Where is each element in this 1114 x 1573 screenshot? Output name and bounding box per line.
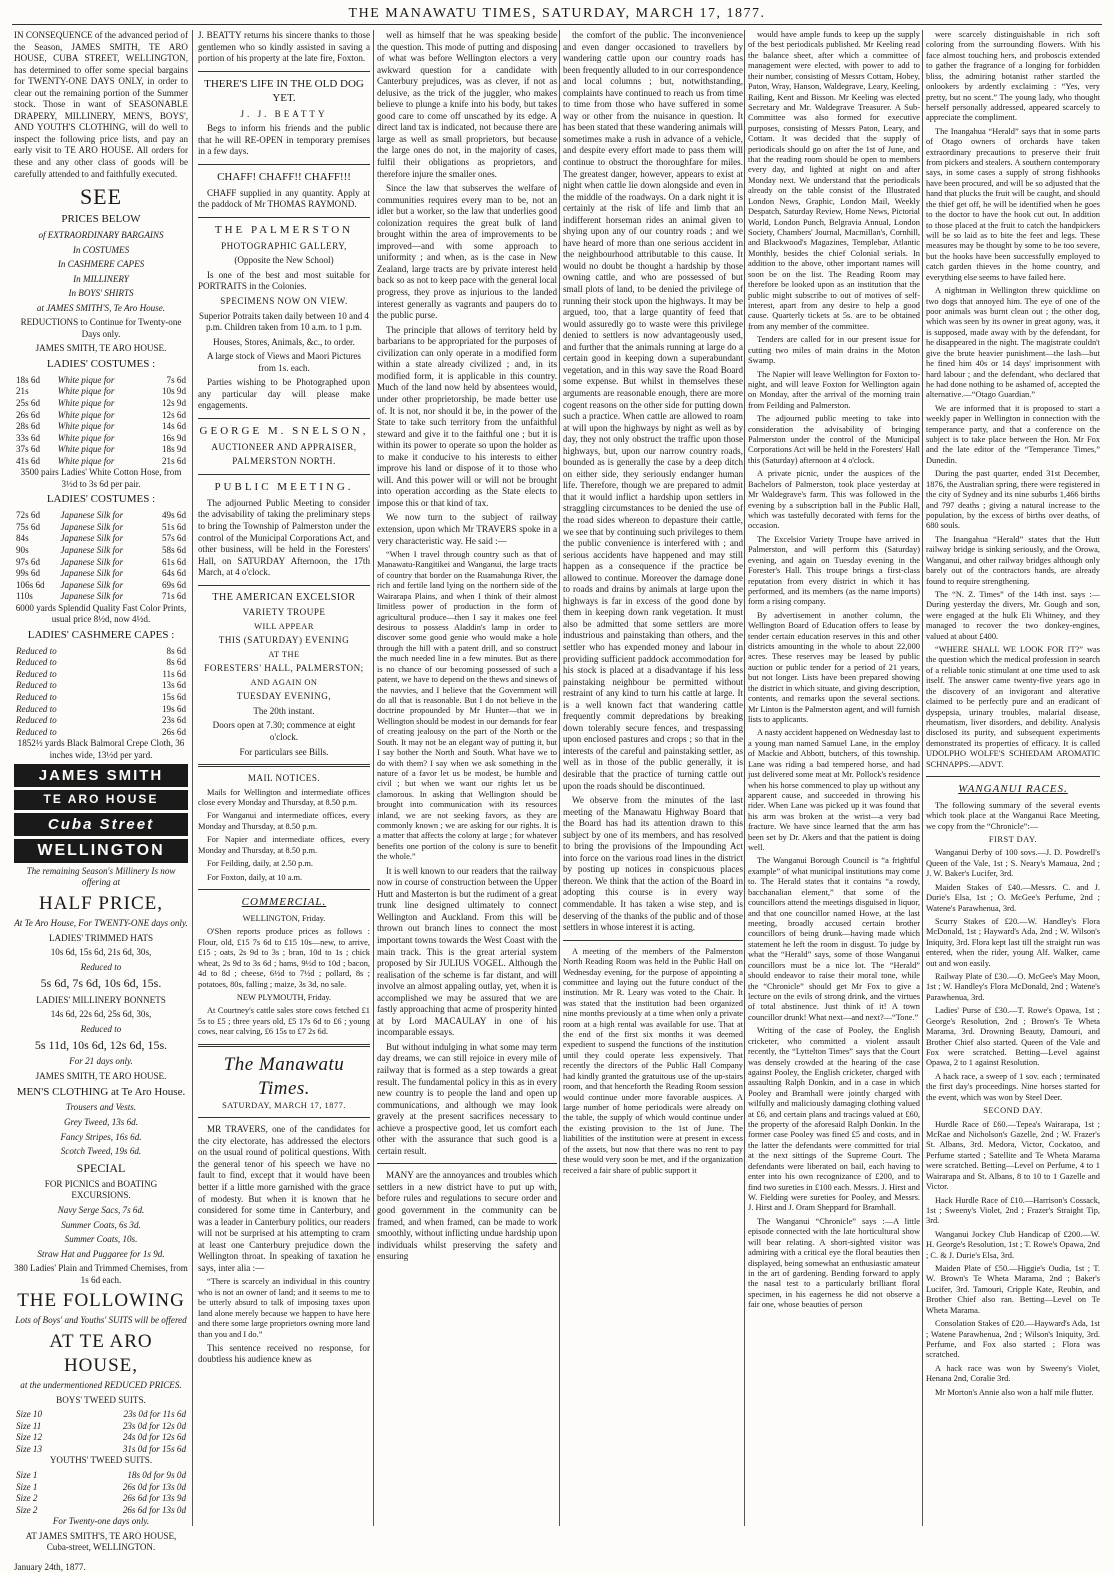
table-row: 72s 6d Japanese Silk for 49s 6d bbox=[16, 510, 186, 521]
picnic-item: Straw Hat and Puggaree for 1s 9d. bbox=[37, 1248, 165, 1259]
race-result: Wanganui Jockey Club Handicap of £200.—W. H. George's Resolution, 1st ; T. Rowe's Opawa, 2nd ; C. & J. Durie's Elsa, 3rd. bbox=[926, 1229, 1100, 1260]
meeting-text: The adjourned Public Meeting to consider the advisability of taking the preliminary steps to bring the Township of Palmerston under the control of the Municipal Corporations Act, and other business, will be held in the Foresters' Hall, on SATURDAY Afternoon, the 17th March, at 4 o'clock. bbox=[198, 497, 370, 578]
troupe-line: THIS (SATURDAY) EVENING bbox=[218, 635, 350, 646]
table-row: Reduced to 8s 6d bbox=[16, 645, 186, 656]
local-news-paragraph: The Wanganui “Chronicle” says :—A little episode connected with the late horticultural show will bear relating. A short-sighted visitor was admiring with a critical eye the floral beauties then displayed, being somewhat an enthusiastic amateur in the art of gardening. Bending forward to apply the nasal test to a particularly brilliant floral specimen, in his eagerness he did not observe a fair one, whose beauties of person bbox=[748, 1216, 920, 1310]
editorial-paragraph: We now turn to the subject of railway extension, upon which Mr TRAVERS spoke in a very characteristic way. He said :— bbox=[377, 512, 557, 546]
mail-item: For Feilding, daily, at 2.50 p.m. bbox=[207, 859, 313, 869]
race-result: Wanganui Derby of 100 sovs.—J. D. Powdrell's Queen of the Vale, 1st ; S. Neary's Mamaua, 2nd ; J. W. Baker's Lucifer, 3rd. bbox=[926, 848, 1100, 879]
chemises-offer: 380 Ladies' Plain and Trimmed Chemises, from 1s 6d each. bbox=[14, 1263, 188, 1285]
youths-price-table bbox=[14, 1470, 188, 1516]
race-result: Mr Morton's Annie also won a half mile flutter. bbox=[935, 1387, 1094, 1397]
bonnets-prices: 14s 6d, 22s 6d, 25s 6d, 30s, bbox=[50, 1009, 152, 1020]
banner-james-smith: JAMES SMITH bbox=[14, 764, 188, 787]
hose-offer: 3500 pairs Ladies' White Cotton Hose, from 3½d to 3s 6d per pair. bbox=[20, 467, 182, 489]
photo-text: A large stock of Views and Maori Pictures from 1s. each. bbox=[207, 351, 361, 373]
picnic-item: Navy Serge Sacs, 7s 6d. bbox=[57, 1204, 145, 1215]
table-row: Size 12 24s 0d for 12s 6d bbox=[16, 1432, 186, 1443]
race-result: Scurry Stakes of £20.—W. Handley's Flora McDonald, 1st ; Hayward's Ada, 2nd ; W. Wilson's Iniquity, 3rd. Flora kept last till the straight run was entered, when the rider, young Alf. Walker, came out and won easily. bbox=[926, 916, 1100, 968]
ad-date: January 24th, 1877. bbox=[14, 1561, 86, 1572]
masthead: THE MANAWATU TIMES, SATURDAY, MARCH 17, 1877. bbox=[348, 6, 766, 21]
race-result: A hack race was won by Sweeny's Violet, Henana 2nd, Coralie 3rd. bbox=[926, 1363, 1100, 1384]
troupe-line: AND AGAIN ON bbox=[250, 677, 318, 687]
column-rule bbox=[373, 30, 374, 1526]
prices-below: PRICES BELOW bbox=[61, 213, 141, 226]
news-paragraph: During the past quarter, ended 31st December, 1876, the Australian spring, there were registered in the city of Sydney and its nine suburbs 1,466 births and 797 deaths ; giving a natural increase to the population, by the excess of births over deaths, of 680 souls. bbox=[926, 469, 1100, 531]
table-row: Size 1 18s 0d for 9s 0d bbox=[16, 1470, 186, 1481]
table-row: 110s Japanese Silk for 71s 6d bbox=[16, 591, 186, 602]
table-row: 28s 6d White pique for 14s 6d bbox=[16, 421, 186, 432]
troupe-line: For particulars see Bills. bbox=[239, 746, 329, 757]
column-rule bbox=[559, 30, 560, 1526]
prints-offer: 6000 yards Splendid Quality Fast Color Prints, usual price 8½d, now 4½d. bbox=[15, 602, 187, 625]
special-heading: SPECIAL bbox=[76, 1160, 126, 1175]
divider bbox=[563, 940, 743, 941]
dateline: NEW PLYMOUTH, Friday. bbox=[236, 992, 332, 1002]
millinery-note: The remaining Season's Millinery Is now offering at bbox=[26, 865, 176, 888]
troupe-heading: THE AMERICAN EXCELSIOR bbox=[212, 591, 356, 603]
race-result: Consolation Stakes of £20.—Hayward's Ada, 1st ; Watene Parawhenua, 2nd ; Wilson's Iniquity, 3rd. Perfume, and Fox also started ; Flora was scratched. bbox=[926, 1319, 1100, 1360]
races-intro: The following summary of the several events which took place at the Wanganui Race Meeting, we copy from the “Chronicle”:— bbox=[926, 800, 1100, 831]
table-row: Reduced to 8s 6d bbox=[16, 657, 186, 668]
chaff-text: CHAFF supplied in any quantity. Apply at the paddock of Mr THOMAS RAYMOND. bbox=[198, 187, 370, 210]
editorial-paragraph: It is well known to our readers that the railway now in course of construction between the Upper Hutt and Masterton is but the rudiment of a great trunk line designed ultimately to connect Wellington and Auckland. From this will be thrown out branch lines to connect the most important towns towards the West Coast with the main track. This is the great arterial system proposed by Sir JULIUS VOGEL. Although the realisation of the scheme is far distant, and will involve an almost appaling outlay, yet, when it is accomplished we may be assured that we are fastly approaching that acme of prosperity hinted at by Lord MACAULAY in one of his incomparable essays. bbox=[377, 865, 557, 1038]
troupe-line: The 20th instant. bbox=[253, 705, 315, 716]
picnic-item: Summer Coats, 6s 3d. bbox=[61, 1219, 141, 1230]
divider bbox=[198, 1044, 370, 1047]
table-row: Size 2 26s 6d for 13s 9d bbox=[16, 1493, 186, 1504]
bargain-item: In MILLINERY bbox=[73, 273, 129, 284]
column-rule bbox=[192, 30, 193, 1526]
column-local-news bbox=[748, 30, 920, 1526]
news-paragraph: A nightman in Wellington threw quicklime on two dogs that annoyed him. The eye of one of the poor animals was burnt clean out ; the other dog, which was seen by its owner in great agony, was, it is supposed, made away with by the defendant, for he disappeared in the night. The magistrate couldn't give the brute heavier punishment—the lash—but he fined him 40s or 14 days' imprisonment with hard labour ; and the defendant, who declared that he had done nothing to be ashamed of, accepted the alternative.—“Otago Guardian.” bbox=[926, 286, 1100, 400]
life-heading: THERE'S LIFE IN THE OLD DOG YET. bbox=[204, 77, 364, 104]
silk-price-table bbox=[14, 510, 188, 602]
mail-heading: MAIL NOTICES. bbox=[247, 773, 321, 784]
troupe-line: WILL APPEAR bbox=[254, 622, 314, 631]
mens-item: Trousers and Vests. bbox=[65, 1102, 137, 1113]
local-news-paragraph: Tenders are called for in our present issue for cutting two miles of main drains in the Moton Swamp. bbox=[748, 335, 920, 366]
local-news-paragraph: A nasty accident happened on Wednesday last to a young man named Samuel Lane, in the employ of Mackie and Abbott, butchers, of this township. Lane was riding a bad tempered horse, and had just delivered some meat at Mr. Pollock's residence when his horse commenced to play up without any apparent cause, and succeeded in throwing his rider. When Lane was picked up it was found that his arm was broken at the wrist—a very bad fracture. We have since learned that the arm has been set by Dr. Akers and that the patient is doing well. bbox=[748, 728, 920, 853]
table-row: Reduced to 23s 6d bbox=[16, 715, 186, 726]
bargain-item: In COSTUMES bbox=[72, 244, 130, 255]
table-row: Size 13 31s 0d for 15s 6d bbox=[16, 1443, 186, 1454]
table-row: Size 11 23s 0d for 12s 0d bbox=[16, 1420, 186, 1431]
extraordinary-bargains: of EXTRAORDINARY BARGAINS bbox=[38, 230, 164, 241]
snelson-title: AUCTIONEER AND APPRAISER, bbox=[211, 441, 357, 452]
divider bbox=[198, 474, 370, 475]
table-row: 90s Japanese Silk for 58s 6d bbox=[16, 544, 186, 555]
photo-text: Superior Potraits taken daily between 10 and 4 p.m. Children taken from 10 a.m. to 1 p.m. bbox=[199, 310, 369, 333]
photo-text: Is one of the best and most suitable for PORTRAITS in the Colonies. bbox=[198, 269, 370, 292]
race-result: Hurdle Race of £60.—Tepea's Wairarapa, 1st ; McRae and Nicholson's Gazelle, 2nd ; W. Frazer's St. Albans, 3rd. Medora, Victor, Cockatoo, and Perfume started ; Satellite and Te Wheta Marama were scratched. Betting—Level on Perfume, 4 to 1 Wairarapa and St. Albans, 8 to 10 to 1 Gazelle and Victor. bbox=[926, 1119, 1100, 1192]
troupe-line: TUESDAY EVENING, bbox=[236, 691, 332, 702]
editorial-paragraph: We observe from the minutes of the last meeting of the Manawatu Highway Board that the Board has had its attention drawn to this subject by one of its members, and has resolved to bring the provisions of the Impounding Act into force on the various road lines in the district by posting up notices in conspicuous places thereon. We think that the action of the Board in adopting this course is in every way commendable. It has taken a wise step, and is deserving of the thanks of the public and of those settlers in whose interest it is acting. bbox=[563, 795, 743, 933]
at-james-smiths: at JAMES SMITH'S, Te Aro House. bbox=[36, 302, 166, 313]
editorial-quote: “There is scarcely an individual in this country who is not an owner of land; and it seems to me to be utterly absurd to talk of imposing taxes upon land alone merely because we happen to have here and there some large proprietors owning more land than you and I do.” bbox=[198, 1277, 370, 1339]
beatty-reopen: Begs to inform his friends and the public that he will RE-OPEN in temporary premises in a few days. bbox=[198, 123, 370, 157]
race-result: Railway Plate of £30.—O. McGee's May Moon, 1st ; W. Handley's Flora McDonald, 2nd ; Watene's Parawhenua, 3rd. bbox=[926, 972, 1100, 1002]
table-row: Reduced to 15s 6d bbox=[16, 691, 186, 702]
column-rule bbox=[744, 30, 745, 1526]
divider bbox=[198, 71, 370, 72]
mens-item: Grey Tweed, 13s 6d. bbox=[63, 1117, 138, 1128]
banner-wellington: WELLINGTON bbox=[14, 839, 188, 863]
signature-line: JAMES SMITH, TE ARO HOUSE. bbox=[35, 1070, 167, 1081]
troupe-line: FORESTERS' HALL, PALMERSTON; bbox=[204, 663, 364, 674]
dateline: WELLINGTON, Friday. bbox=[242, 913, 326, 923]
local-news-paragraph: The Excelsior Variety Troupe have arrived in Palmerston, and will perform this (Saturday) evening, and again on Tuesday evening in the Forester's Hall. This troupe brings a first-class reputation from every district in which it has performed, and its members (as the name imports) form a rising company. bbox=[748, 534, 920, 607]
youths-heading: YOUTHS' TWEED SUITS. bbox=[49, 1455, 153, 1466]
local-news-paragraph: The Wanganui Borough Council is “a frightful example” of what municipal institutions may come to. The Herald states that it contains “a rowdy, bacchanalian element,” that some of the councillors attend the meetings disguised in liquor, and that one councillor named Howe, at the last meeting, broadly accused certain brother councillors of being drunk—having made which statement he left the room in disgust. To judge by what the “Herald” says, some of those Wanganui councillors must be a nice lot. The “Herald” should endeavor to raise their moral tone, while the “Chronicle” should get Mr Fox to give a lecture on the evils of strong drink, and the virtues of total abstinence. Just think of it! A town councillor drunk! What next—and next?—“Tone.” bbox=[748, 856, 920, 1022]
meeting-heading: PUBLIC MEETING. bbox=[214, 480, 354, 493]
table-row: 33s 6d White pique for 16s 9d bbox=[16, 432, 186, 443]
banner-te-aro-house: TE ARO HOUSE bbox=[14, 790, 188, 809]
half-price-heading: HALF PRICE, bbox=[39, 892, 163, 914]
boys-price-table bbox=[14, 1409, 188, 1455]
lots-note: Lots of Boys' and Youths' SUITS will be offered bbox=[15, 1315, 187, 1326]
picnics-heading: FOR PICNICS and BOATING EXCURSIONS. bbox=[44, 1178, 158, 1201]
at-te-aro: At Te Aro House, For TWENTY-ONE days only. bbox=[14, 918, 188, 929]
table-row: 25s 6d White pique for 12s 9d bbox=[16, 398, 186, 408]
see-heading: SEE bbox=[79, 184, 123, 210]
commercial-text: O'Shen reports produce prices as follows : Flour, old, £15 7s 6d to £15 10s—new, to arrive, £15 ; oats, 2s 9d to 3s ; bran, 10d to 1s ; chick wheat, 2s 9d to 3s 6d ; hams, 9½d to 10d ; bacon, 4d to 8d ; cheese, 6½d to 7½d ; pollard, 8s ; potatoes, 80s, falling ; maize, 3s 3d, no sale. bbox=[198, 927, 370, 989]
reduced-to-label: Reduced to bbox=[80, 1023, 122, 1034]
table-row: Size 2 26s 6d for 13s 0d bbox=[16, 1504, 186, 1515]
column-rule bbox=[922, 30, 923, 1526]
paper-title: The Manawatu Times. bbox=[223, 1053, 345, 1099]
column-advertisements bbox=[198, 30, 370, 1526]
divider bbox=[198, 217, 370, 218]
advertisement-paragraph: “WHERE SHALL WE LOOK FOR IT?” was the question which the medical profession in search of a reliable tonic stimulant at one time used to ask itself. The answer came twenty-five years ago in the discovery of an invigorant and alterative claimed to be perfectly pure and an eradicant of dyspepsia, urinary troubles, malarial disease, rheumatism, liver disorders, and debility. Analysis disclosed its purity, and subsequent experiments demonstrated its properties of efficacy. It is called UDOLPHO WOLFE'S SCHIEDAM AROMATIC SCHNAPPS.—ADVT. bbox=[926, 645, 1100, 769]
divider bbox=[377, 1163, 557, 1164]
bonnets-heading: LADIES' MILLINERY BONNETS bbox=[36, 994, 166, 1005]
snelson-location: PALMERSTON NORTH. bbox=[232, 456, 336, 467]
editorial-paragraph: well as himself that he was speaking beside the question. This mode of putting and disposing of what was before Wellington electors a very awkward question for a candidate with Canterbury prejudices, was as clever, if not as delusive, as the trick of the juggler, who makes believe to plunge a knife into his body, but takes good care to come off unscathed by its edge. A direct land tax is indicated, not because there are large as well as small proprietors, but because the large ones do not, in the majority of cases, fulfil their obligations as proprietors, and therefore injure the smaller ones. bbox=[377, 30, 557, 179]
divider bbox=[198, 764, 370, 767]
capes-price-table bbox=[14, 646, 188, 738]
ad-intro: IN CONSEQUENCE of the advanced period of the Season, JAMES SMITH, TE ARO HOUSE, CUBA STREET, WELLINGTON, has determined to offer some special bargains for TWENTY-ONE DAYS ONLY, in order to clear out the remaining portion of the Summer stock. Those in want of SEASONABLE DRAPERY, MILLINERY, MEN'S, BOYS', AND YOUTH'S CLOTHING, will do well to inspect the following price lists, and pay an early visit to TE ARO HOUSE. All orders for these and any other class of goods will be carefully attended to and faithfully executed. bbox=[14, 30, 188, 179]
signature-line: JAMES SMITH, TE ARO HOUSE. bbox=[35, 343, 167, 354]
table-row: 18s 6d White pique for 7s 6d bbox=[16, 374, 186, 385]
local-news-paragraph: The adjourned public meeting to take into consideration the advisability of bringing Palmerston under the control of the Municipal Corporations Act will be held in the Foresters' Hall this (Saturday) afternoon at 4 o'clock. bbox=[748, 414, 920, 465]
divider bbox=[198, 418, 370, 419]
photo-text: Houses, Stores, Animals, &c., to order. bbox=[213, 336, 355, 347]
table-row: 97s 6d Japanese Silk for 61s 6d bbox=[16, 556, 186, 567]
troupe-subheading: VARIETY TROUPE bbox=[242, 607, 326, 618]
news-paragraph: The Inangahua “Herald” states that the Hutt railway bridge is sinking seriously, and the Orowa, Wanganui, and other railway bridges although only barely out of the contractors hands, are already found to require strengthening. bbox=[926, 534, 1100, 586]
undermentioned-note: at the undermentioned REDUCED PRICES. bbox=[20, 1380, 182, 1391]
beatty-name: J. J. BEATTY bbox=[240, 108, 328, 119]
bargain-item: In CASHMERE CAPES bbox=[57, 259, 145, 270]
hats-prices: 10s 6d, 15s 6d, 21s 6d, 30s, bbox=[50, 947, 152, 958]
masthead-rule bbox=[12, 24, 1102, 25]
column-editorial-continued bbox=[563, 30, 743, 1526]
reductions-note: REDUCTIONS to Continue for Twenty-one Days only. bbox=[20, 317, 182, 339]
snelson-heading: GEORGE M. SNELSON, bbox=[199, 424, 369, 437]
news-paragraph: were scarcely distinguishable in rich soft coloring from the surrounding flowers. With his face almost touching hers, and proboscis extended to gather the fragrance of a longing for forbidden bliss, the admiring botanist rather startled the onlookers by ardently exclaiming : “Yes, very pretty, but no scent.” The young lady, who thought herself personally addressed, appeared scarcely to appreciate the compliment. bbox=[926, 30, 1100, 123]
table-row: 99s 6d Japanese Silk for 64s 6d bbox=[16, 568, 186, 579]
reduced-to-label: Reduced to bbox=[80, 961, 122, 972]
mail-item: For Napier and intermediate offices, every Monday and Thursday, at 8.50 p.m. bbox=[198, 835, 370, 855]
divider bbox=[198, 889, 370, 890]
days-note: For 21 days only. bbox=[69, 1056, 133, 1067]
table-row: 41s 6d White pique for 21s 6d bbox=[16, 455, 186, 466]
mens-clothing-heading: MEN'S CLOTHING at Te Aro House. bbox=[16, 1085, 186, 1098]
race-result: Ladies' Purse of £30.—T. Rowe's Opawa, 1st ; George's Resolution, 2nd ; Brown's Te Wheta Marama, 3rd. Drowning Beauty, Damouri, and Brother Chief also started. Queen of the Vale and Fox were scratched. Betting—Level against Opawa, 2 to 1 against Resolution. bbox=[926, 1006, 1100, 1068]
table-row: Reduced to 19s 6d bbox=[16, 703, 186, 714]
beatty-thanks: J. BEATTY returns his sincere thanks to those gentlemen who so kindly assisted in saving a portion of his property at the late fire, Foxton. bbox=[198, 30, 370, 64]
table-row: 26s 6d White pique for 12s 6d bbox=[16, 409, 186, 420]
news-paragraph: The Inangahua “Herald” says that in some parts of Otago owners of orchards have taken extraordinary precautions to preserve their fruit from pickers and stealers. A southern contemporary says, in some cases a supply of strong fishhooks have been procured, and will be so adjusted that the hand that plucks the fruit will be caught, and should the thief get off, he will be identified when he goes to the doctor to have the hook cut out. In addition to those placed at the fruit to catch the handpickers will be so laid as to bite the feet and legs. These measures may be thought by some to be too severe, but the hooks have been successfully employed to catch garden thieves in the home country, and everything else seems to have failed here. bbox=[926, 126, 1100, 282]
mail-item: For Foxton, daily, at 10 a.m. bbox=[207, 872, 303, 882]
table-row: Reduced to 13s 6d bbox=[16, 680, 186, 691]
table-row: 37s 6d White pique for 18s 9d bbox=[16, 444, 186, 455]
costumes-heading: LADIES' COSTUMES : bbox=[46, 493, 156, 506]
races-heading: WANGANUI RACES. bbox=[958, 783, 1068, 796]
mens-item: Scotch Tweed, 19s 6d. bbox=[60, 1146, 142, 1157]
race-result: Hack Hurdle Race of £10.—Harrison's Cossack, 1st ; Sweeny's Violet, 2nd ; Frazer's Straight Tip, 3rd. bbox=[926, 1195, 1100, 1226]
news-paragraph: The “N. Z. Times” of the 14th inst. says :—During yesterday the divers, Mr. Gough and son, were engaged at the hulk Eli Whitney, and they managed to recover the two donkey-engines, valued at about £400. bbox=[926, 589, 1100, 641]
editorial-paragraph: MR TRAVERS, one of the candidates for the city electorate, has addressed the electors on the usual round of political questions. With the general tenor of his speech we have no fault to find, except that it would have been better if a little more garnished with the grace of modesty. But when it is known that he considered for some time in Canterbury, and was a leader in Canterbury politics, our readers will not be surprised at his attempting to cram at least one Canterbury prejudice down the Wellington throat. In speaking of taxation he says, inter alia :— bbox=[198, 1124, 370, 1273]
mail-item: For Wanganui and intermediate offices, every Monday and Thursday, at 8.50 p.m. bbox=[198, 811, 370, 831]
crepe-offer: 1852½ yards Black Balmoral Crepe Cloth, 36 inches wide, 13½d per yard. bbox=[17, 738, 185, 760]
following-heading: THE FOLLOWING bbox=[17, 1290, 185, 1312]
editorial-paragraph: Since the law that subserves the welfare of communities requires every man to be, not an idler but a worker, so the law that underlies good colonization requires the great bulk of land brought within the area of improvements to be improved—and with some approach to uniformity ; and when, as is the case in New Zealand, large tracts are by private interest held back so as not to keep pace with the general local progress, they prove as injurious to the landed interest generally as vagrants and paupers do to the public purse. bbox=[377, 183, 557, 321]
table-row: 75s 6d Japanese Silk for 51s 6d bbox=[16, 521, 186, 532]
local-news-paragraph: The Napier will leave Wellington for Foxton to-night, and will leave Foxton for Wellington again on Monday, after the arrival of the morning train from Feilding and Palmerston. bbox=[748, 369, 920, 410]
table-row: Reduced to 26s 6d bbox=[16, 726, 186, 737]
hats-reduced-prices: 5s 6d, 7s 6d, 10s 6d, 15s. bbox=[40, 976, 162, 991]
race-result: Maiden Plate of £50.—Higgie's Oudia, 1st ; T. W. Brown's Te Wheta Marama, 2nd ; Baker's Lucifer, 3rd. Tamouri, Cripple Kate, Reubin, and Brother Chief also ran. Betting—Level on Te Wheta Marama. bbox=[926, 1264, 1100, 1315]
ad-address: AT JAMES SMITH'S, TE ARO HOUSE, Cuba-street, WELLINGTON. bbox=[25, 1530, 177, 1553]
table-row: 106s 6d Japanese Silk for 69s 6d bbox=[16, 579, 186, 590]
picnic-item: Summer Coats, 10s. bbox=[64, 1234, 138, 1245]
editorial-paragraph: MANY are the annoyances and troubles which settlers in a new district have to put up with, before rules and regulations to secure order and good government in the community can be framed, and when framed, can be made to work smoothly, without inflicting undue hardship upon individuals whilst preserving the safety and ensuring bbox=[377, 1170, 557, 1262]
table-row: Size 1 26s 0d for 13s 0d bbox=[16, 1481, 186, 1492]
troupe-line: Doors open at 7.30; commence at eight o'clock. bbox=[212, 720, 356, 742]
editorial-paragraph: The principle that allows of territory held by barbarians to be appropriated for the purposes of civilization can only operate in a modified form within a state already civilized ; and, in its modified form, it is applicable in this country. Much of the land now held by absentees would, under other proprietorship, be made better use of. It is not, nor should it be, in the power of the State to take such territory from the unfaithful steward and give it to the faithful one ; but it is within its power to operate so upon the holder as to make it conducive to his interests to either improve his land or dispose of it to those who will. And this power will or will not be brought into operation according as the State elects to impose this or that kind of tax. bbox=[377, 324, 557, 508]
local-news-paragraph: Writing of the case of Pooley, the English cricketer, who committed a violent assault recently, the “Lyttelton Times” says that the Court was densely crowded at the hearing of the case against Pooley, the English cricketer, charged with assaulting Ralph Donkin, and in a case in which Pooley and Bramhall were jointly charged with wilfully and maliciously damaging clothing valued at £6, and certain plans and tracings valued at £60, the property of the aforesaid Ralph Donkin. In the former case Pooley was fined £5 and costs, and in the latter the defendants were committed for trial at the next sittings of the Supreme Court. The defendants were liberated on bail, each having to enter into his own recognizance of £200, and to find two sureties in £100 each. Messrs. J. Hirst and W. Fielding were sureties for Pooley, and Messrs. J. Hirst and J. Oram Sheppard for Bramhall. bbox=[748, 1026, 920, 1213]
table-row: Reduced to 11s 6d bbox=[16, 668, 186, 679]
boys-heading: BOYS' TWEED SUITS. bbox=[56, 1394, 146, 1405]
editorial-quote: “When I travel through country such as that of Manawatu-Rangitikei and Wanganui, the large tracts of country that border on the Ruamahunga River, the rich and fertile land lying on the northern side of the Wairarapa Plains, and when I think of their almost limitless power of production in the form of agricultural produce—then I say it makes one feel desirous to possess Aladdin's lamp in order to discover some good genie who would make a hole through the hill with a patent drill, and so construct the much needed line in a few minutes. But as there is no chance of our becoming possessed of such a patent, we have to depend on the thews and sinews of the navvies, and I believe that the Government will do all that is reasonable. But I do not believe in the doctrine propounded by Mr Hunter—that we in Wellington should be modest in our demands for fear of creating jealousy on the part of the North or the South. It may not be an elegant way of putting it, but I say bother the North and South. What have we to do with them? I say when we ask something in the nature of a favor let us be modest, be humble and civil ; but when we want our rights let us be clamorous. In asking that Wellington should be brought into communication with its resources inland, we are not seeking favors, as they are commonly known ; we are asking for our rights. It is a matter that affects the colony at large ; for whatever benefits one portion of the colony is sure to benefit the whole.” bbox=[377, 550, 557, 862]
editorial-paragraph: But without indulging in what some may term day dreams, we can still rejoice in every mile of railway that is formed as a step towards a great result. The fundamental policy in this as in every new country is to people the land and open up communications, and although we may look gravely at the present sacrifices necessary to achieve a prospective good, let us comfort each other with the assurance that such good is a certain result. bbox=[377, 1041, 557, 1156]
paper-date: SATURDAY, MARCH 17, 1877. bbox=[222, 1100, 346, 1110]
commercial-text: At Courtney's cattle sales store cows fetched £1 5s to £5 ; three years old, £5 17s 6d to £6 ; young cows, near calving, £6 15s to £7 2s 6d. bbox=[198, 1006, 370, 1037]
column-james-smith-ad bbox=[14, 30, 188, 1572]
local-news-paragraph: would have ample funds to keep up the supply of the best periodicals published. Mr Keeling read the balance sheet, after which a committee of management were elected, with power to add to their number, consisting of Messrs Cottam, Hobey, Paton, Wray, Hanson, Waldegrave, Leary, Keeling, Railing, Kent and Bisson. Mr Keeling was elected Secretary and Mr. Waldegrave Treasurer. A Sub-Committee was also formed for executive purposes, consisting of Messrs Paton, Leary, and Cottam. It was decided that the supply of periodicals should go on after the 1st of June, and that the reading room should be open to members every day, and lighted at night on and after Monday next. We understand that the periodicals already on the table consist of the Illustrated London News, Graphic, London Mail, Weekly Despatch, Saturday Review, Home News, Pictorial World, London Punch, Belgravia Annual, London Society, Chambers' Journal, Macmillan's, Cornhill, and Blackwood's Magazines, Templebar, Atlantic Monthly, besides the chief Colonial serials. In addition to the above, other important names will soon be on the list. The Reading Room may therefore be looked upon as an institution that the public might subscribe to out of motives of self-interest, apart from any desire to help a good cause. Quarterly tickets at 5s. are to be obtained from any member of the committee. bbox=[748, 30, 920, 331]
mail-item: Mails for Wellington and intermediate offices close every Monday and Thursday, at 8.50 p.m. bbox=[198, 787, 370, 808]
hats-heading: LADIES' TRIMMED HATS bbox=[48, 932, 154, 943]
capes-heading: LADIES' CASHMERE CAPES : bbox=[27, 628, 175, 641]
table-row: 84s Japanese Silk for 57s 6d bbox=[16, 533, 186, 544]
divider bbox=[198, 1117, 370, 1118]
photo-location: (Opposite the New School) bbox=[234, 255, 334, 266]
column-editorial bbox=[377, 30, 557, 1526]
costumes-price-table bbox=[14, 375, 188, 467]
race-result: A hack race, a sweep of 1 sov. each ; terminated the first day's proceedings. Nine horses started for the event, which was won by Steel Deer. bbox=[926, 1071, 1100, 1102]
divider bbox=[198, 164, 370, 165]
photo-subheading: PHOTOGRAPHIC GALLERY, bbox=[221, 240, 347, 251]
bonnets-reduced-prices: 5s 11d, 10s 6d, 12s 6d, 15s. bbox=[34, 1038, 168, 1053]
local-news-paragraph: A private picnic, under the auspices of the Bachelors of Palmerston, took place yesterday at Mr Waldegrave's farm. This was followed in the evening by a subscription ball in the Public Hall, which was tastefully decorated with ferns for the occasion. bbox=[748, 469, 920, 531]
column-news-and-races bbox=[926, 30, 1100, 1526]
specimens-note: SPECIMENS NOW ON VIEW. bbox=[220, 295, 348, 306]
chaff-heading: CHAFF! CHAFF!! CHAFF!!! bbox=[217, 170, 351, 183]
day-heading: SECOND DAY. bbox=[983, 1106, 1043, 1116]
race-result: Maiden Stakes of £40.—Messrs. C. and J. Durie's Elsa, 1st ; O. McGee's Perfume, 2nd ; Watene's Parawhenua, 3rd. bbox=[926, 882, 1100, 913]
divider bbox=[926, 776, 1100, 777]
costumes-heading: LADIES' COSTUMES : bbox=[46, 357, 156, 370]
twenty-one-note: For Twenty-one days only. bbox=[52, 1516, 150, 1527]
day-heading: FIRST DAY. bbox=[988, 835, 1038, 844]
photo-heading: THE PALMERSTON bbox=[214, 223, 354, 236]
at-te-aro-heading: AT TE ARO HOUSE, bbox=[49, 1330, 153, 1377]
mens-item: Fancy Stripes, 16s 6d. bbox=[60, 1131, 142, 1142]
photo-text: Parties wishing to be Photographed upon any particular day will please make engagements. bbox=[198, 377, 370, 411]
banner-cuba-street: Cuba Street bbox=[14, 813, 188, 836]
editorial-paragraph: This sentence received no response, for doubtless his audience knew as bbox=[198, 1342, 370, 1365]
table-row: Size 10 23s 0d for 11s 6d bbox=[16, 1409, 186, 1420]
troupe-line: AT THE bbox=[268, 649, 300, 659]
divider bbox=[198, 585, 370, 586]
editorial-paragraph: the comfort of the public. The inconvenience and even danger occasioned to travellers by wandering cattle upon our country roads has been frequently alluded to in our correspondence and local columns ; but, notwithstanding, complaints have continued to reach us from time to time from those who have suffered in some way or other from the nuisance in question. It has been stated that these wandering animals will sometimes make a rush in advance of a vehicle, and despite every effort made to pass them will continue to obstruct the thoroughfare for miles. The greatest danger, however, appears to exist at night when cattle lie down alongside and even in the middle of the roadways. On a dark night it is certainly at the risk of life and limb that an indifferent horseman rides an animal given to shying upon any of our country roads ; and we have heard of more than one serious accident in the neighbourhood attributable to this cause. It would no doubt be thought a hardship by those owning cattle, and who are possessed of but small plots of land, to be denied the privilege of running their stock upon the highways. It may be argued, too, that a large quantity of feed that would assuredly go to waste were this privilege denied to settlers is now advantageously used, and further that the animals running at large do a certain good in keeping down a superabundant vegetation, and in this way save the Road Board some expense. But whilst in themselves these arguments are reasonable enough, there are more cogent reasons on the other side for putting down such a practice. When cattle are allowed to roam at will upon the highways by night as well as by day, they not only obstruct the traffic upon those highways, but, upon our narrow country roads, bounded as is generally the case by a deep ditch on either side, they seriously endanger human life. Therefore, though we are prepared to admit that it would inflict a hardship upon settlers in straggling circumstances to be denied the use of the road sides whereon to depasture their cattle, we see that by continuing such privileges to them the public convenience is interfered with ; and serious accidents have happened and may still happen as a consequence if the practice be allowed to continue. Moreover the damage done to roads and drains by animals at large upon the highways is far in excess of the good done by them in keeping down rank vegetation. It must also be admitted that some settlers are more industrious and painstaking than others, and the settler who has expended money and labour in providing sufficient paddock accommodation for his stock is placed at a disadvantage if his less painstaking neighbour be permitted without restraint of any kind to turn his cattle at large. It is a well known fact that wandering cattle frequently commit depredations by breaking down tolerably secure fences, and trespassing upon enclosed pastures and crops ; so that in the interests of the careful and painstaking settler, as well as in those of the public generally, it is desirable that the practice of turning cattle out upon the roads should be discontinued. bbox=[563, 30, 743, 791]
local-news-paragraph: A meeting of the members of the Palmerston North Reading Room was held in the Public Hall on Wednesday evening, for the purpose of appointing a committee and laying out the future conduct of the institution. Mr R. Leary was voted to the Chair. It was stated that the institution had been organized nine months previously at a time when only a private room at a high rental was available for use. That at the end of the first six months it was deemed expedient to suspend the functions of the institution until they could operate less expensively. That recently the directors of the Public Hall Company had kindly granted the gratuitous use of the up-stairs room, and that henceforth the Reading Room session would continue under more favorable auspices. A large number of home periodicals were already on the table, the supply of which would continue under the existing provision to the 1st of June. The liabilities of the institution were at present in excess of the assets, but now that there was no rent to pay these would very soon be met, and if the organization received a fair share of public support it bbox=[563, 946, 743, 1175]
news-paragraph: We are informed that it is proposed to start a weekly paper in Wellington in connection with the temperance party, and that a conference on the subject is to take place between the Hon. Mr Fox and the late editor of the “Temperance Times,” Dunedin. bbox=[926, 403, 1100, 465]
commercial-heading: COMMERCIAL. bbox=[241, 896, 327, 909]
local-news-paragraph: By advertisement in another column, the Wellington Board of Education offers to lease by tender certain education reserves in this and other districts amounting in the whole to about 22,000 acres. These reserves may be leased by public auction or public tender for a period of 21 years, but not longer. Lists have been prepared showing the district in which situate, and giving description, contents, and remarks upon the several sections. Mr Linton is the Palmerston agent, and will furnish lists to applicants. bbox=[748, 610, 920, 724]
bargain-item: In BOYS' SHIRTS bbox=[68, 288, 134, 299]
table-row: 21s White pique for 10s 9d bbox=[16, 386, 186, 397]
